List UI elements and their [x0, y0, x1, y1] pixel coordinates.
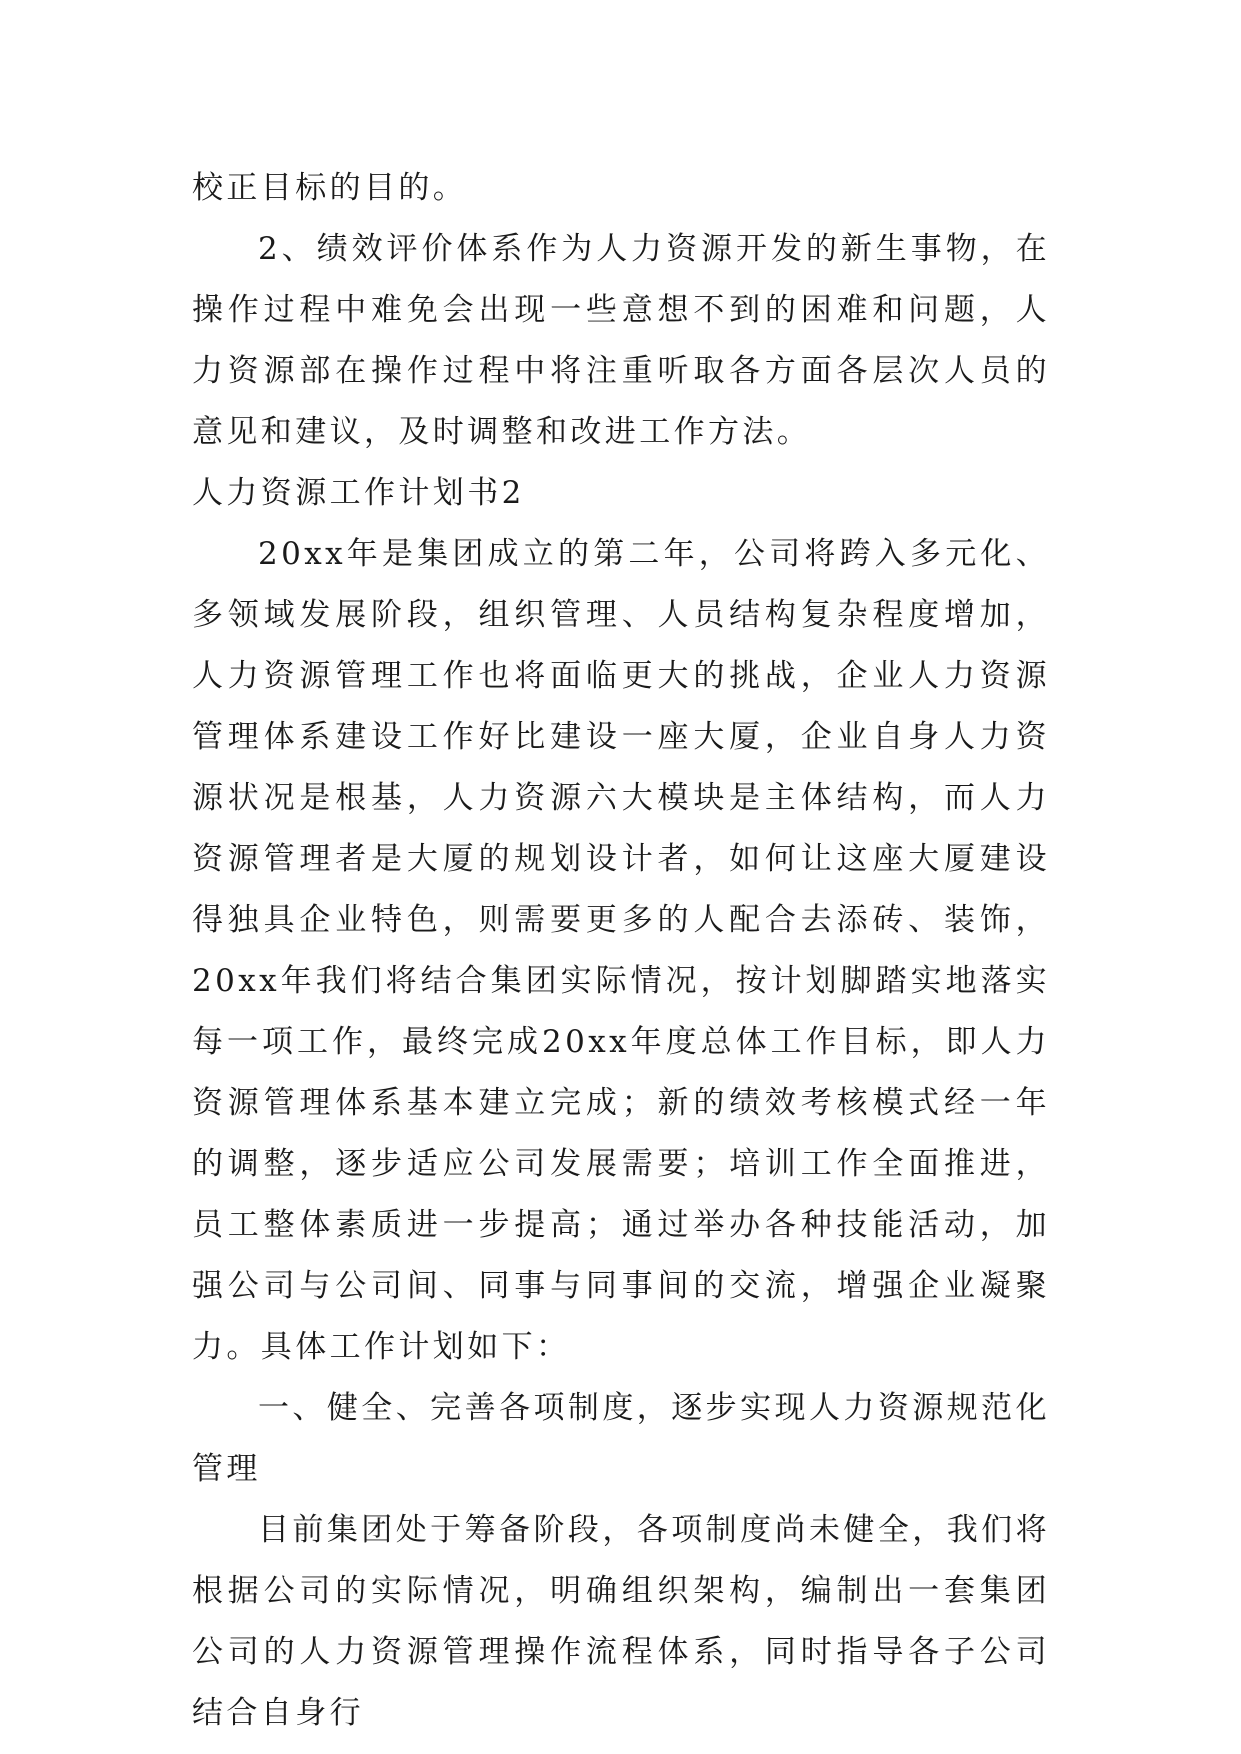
paragraph-body: 目前集团处于筹备阶段，各项制度尚未健全，我们将根据公司的实际情况，明确组织架构，编制出一套集团公司的人力资源管理操作流程体系，同时指导各子公司结合自身行: [192, 1512, 1050, 1731]
document-page: [192, 158, 1050, 1744]
section-heading: 人力资源工作计划书2: [192, 475, 525, 511]
subheading-one: 一、健全、完善各项制度，逐步实现人力资源规范化管理: [192, 1390, 1050, 1487]
paragraph-intro: 20xx年是集团成立的第二年，公司将跨入多元化、多领域发展阶段，组织管理、人员结构复杂程度增加，人力资源管理工作也将面临更大的挑战，企业人力资源管理体系建设工作好比建设一座大厦，企业自身人力资源状况是根基，人力资源六大模块是主体结构，而人力资源管理者是大厦的规划设计者，如何让这座大厦建设得独具企业特色，则需要更多的人配合去添砖、装饰，20xx年我们将结合集团实际情况，按计划脚踏实地落实每一项工作，最终完成20xx年度总体工作目标，即人力资源管理体系基本建立完成；新的绩效考核模式经一年的调整，逐步适应公司发展需要；培训工作全面推进，员工整体素质进一步提高；通过举办各种技能活动，加强公司与公司间、同事与同事间的交流，增强企业凝聚力。具体工作计划如下：: [192, 536, 1050, 1365]
paragraph-continuation: 校正目标的目的。: [192, 170, 468, 206]
paragraph-item-2: 2、绩效评价体系作为人力资源开发的新生事物，在操作过程中难免会出现一些意想不到的困难和问题，人力资源部在操作过程中将注重听取各方面各层次人员的意见和建议，及时调整和改进工作方法。: [192, 231, 1050, 450]
